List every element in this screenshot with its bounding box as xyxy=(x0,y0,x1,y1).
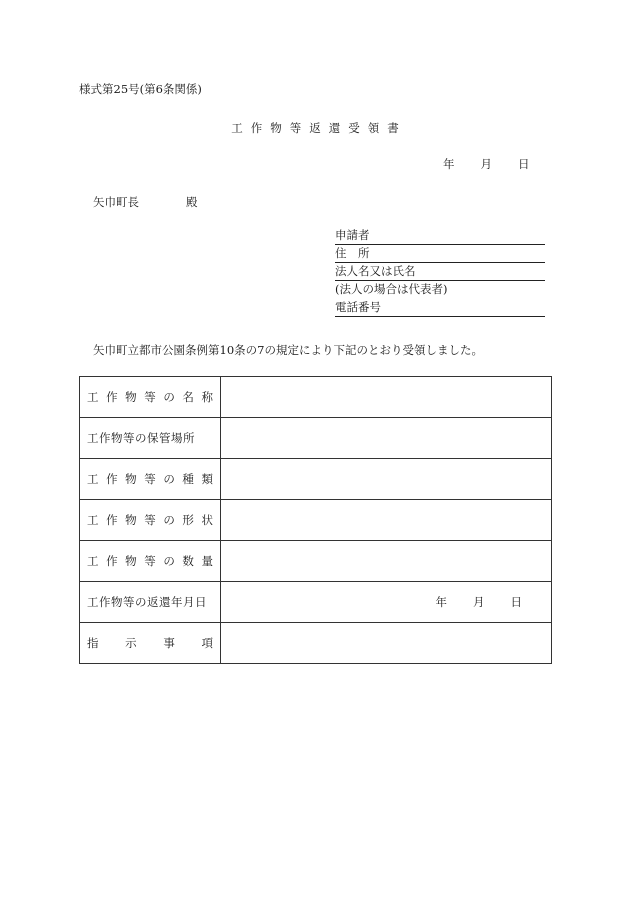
label-char: 工 xyxy=(87,595,99,609)
return-date-cell[interactable] xyxy=(221,582,552,623)
label-char: 物 xyxy=(125,390,137,404)
name-value-cell[interactable] xyxy=(221,377,552,418)
label-char: 状 xyxy=(201,513,213,527)
addressee xyxy=(93,194,198,210)
receipt-table xyxy=(79,376,552,664)
representative-note xyxy=(335,281,545,299)
table-row xyxy=(80,541,552,582)
label-char: 類 xyxy=(201,472,213,486)
label-char: 作 xyxy=(99,431,111,445)
label-char: 日 xyxy=(195,595,207,609)
form-number: 様式第25号(第6条関係) xyxy=(79,82,202,96)
label-char: 示 xyxy=(125,636,137,650)
label-char: 工 xyxy=(87,554,99,568)
label-char: 工 xyxy=(87,513,99,527)
label-char: 年 xyxy=(171,595,183,609)
month-label: 月 xyxy=(480,157,492,171)
row-label xyxy=(87,553,213,569)
label-char: 物 xyxy=(125,513,137,527)
label-char: 返 xyxy=(147,595,159,609)
row-label-cell xyxy=(80,377,221,418)
label-char: 物 xyxy=(125,554,137,568)
label-char: 等 xyxy=(123,431,135,445)
day-label: 日 xyxy=(518,157,530,171)
table-row xyxy=(80,418,552,459)
row-label-cell xyxy=(80,582,221,623)
statement-text: 矢巾町立都市公園条例第10条の7の規定により下記のとおり受領しました。 xyxy=(93,343,483,357)
label-char: 工 xyxy=(87,472,99,486)
label-char: 作 xyxy=(99,595,111,609)
applicant-label: 申請者 xyxy=(335,228,370,242)
addressee-honorific: 殿 xyxy=(186,195,198,209)
label-char: の xyxy=(135,595,147,609)
label-char: 等 xyxy=(144,390,156,404)
label-char: の xyxy=(163,513,175,527)
label-char: 事 xyxy=(163,636,175,650)
storage-value-cell[interactable] xyxy=(221,418,552,459)
address-label: 住 所 xyxy=(335,246,370,260)
quantity-value-cell[interactable] xyxy=(221,541,552,582)
table-row xyxy=(80,500,552,541)
phone-line[interactable] xyxy=(335,299,545,317)
row-label-cell xyxy=(80,541,221,582)
label-char: 管 xyxy=(159,431,171,445)
label-char: の xyxy=(163,554,175,568)
label-char: 作 xyxy=(106,390,118,404)
label-char: 作 xyxy=(106,513,118,527)
row-label xyxy=(87,594,213,610)
year-label: 年 xyxy=(443,157,455,171)
name-line[interactable] xyxy=(335,263,545,281)
label-char: 物 xyxy=(111,431,123,445)
row-label-cell xyxy=(80,418,221,459)
year-label: 年 xyxy=(435,595,447,609)
label-char: 作 xyxy=(106,472,118,486)
label-char: 物 xyxy=(111,595,123,609)
day-label: 日 xyxy=(510,595,522,609)
row-label-cell xyxy=(80,500,221,541)
month-label: 月 xyxy=(473,595,485,609)
label-char: 等 xyxy=(144,554,156,568)
label-char: 工 xyxy=(87,390,99,404)
label-char: 項 xyxy=(201,636,213,650)
row-label-cell xyxy=(80,623,221,664)
issue-date xyxy=(443,156,530,172)
instructions-value-cell[interactable] xyxy=(221,623,552,664)
table-row xyxy=(80,582,552,623)
label-char: 名 xyxy=(182,390,194,404)
label-char: 形 xyxy=(182,513,194,527)
label-char: 場 xyxy=(171,431,183,445)
row-label xyxy=(87,430,213,446)
label-char: 量 xyxy=(201,554,213,568)
label-char: 保 xyxy=(147,431,159,445)
label-char: の xyxy=(163,390,175,404)
label-char: 指 xyxy=(87,636,99,650)
applicant-line[interactable] xyxy=(335,227,545,245)
row-label xyxy=(87,635,213,651)
row-label xyxy=(87,389,213,405)
label-char: 種 xyxy=(182,472,194,486)
row-label-cell xyxy=(80,459,221,500)
phone-label: 電話番号 xyxy=(335,300,381,314)
label-char: の xyxy=(163,472,175,486)
label-char: 等 xyxy=(144,513,156,527)
label-char: 所 xyxy=(183,431,195,445)
addressee-name: 矢巾町長 xyxy=(93,195,139,209)
representative-note-text: (法人の場合は代表者) xyxy=(335,282,448,296)
label-char: 工 xyxy=(87,431,99,445)
shape-value-cell[interactable] xyxy=(221,500,552,541)
row-label xyxy=(87,471,213,487)
table-row xyxy=(80,459,552,500)
label-char: の xyxy=(135,431,147,445)
label-char: 等 xyxy=(144,472,156,486)
label-char: 数 xyxy=(182,554,194,568)
table-row xyxy=(80,623,552,664)
label-char: 月 xyxy=(183,595,195,609)
label-char: 作 xyxy=(106,554,118,568)
label-char: 等 xyxy=(123,595,135,609)
label-char: 称 xyxy=(201,390,213,404)
table-row xyxy=(80,377,552,418)
address-line[interactable] xyxy=(335,245,545,263)
name-label: 法人名又は氏名 xyxy=(335,264,416,278)
label-char: 還 xyxy=(159,595,171,609)
document-title: 工作物等返還受領書 xyxy=(231,121,407,135)
type-value-cell[interactable] xyxy=(221,459,552,500)
row-label xyxy=(87,512,213,528)
label-char: 物 xyxy=(125,472,137,486)
